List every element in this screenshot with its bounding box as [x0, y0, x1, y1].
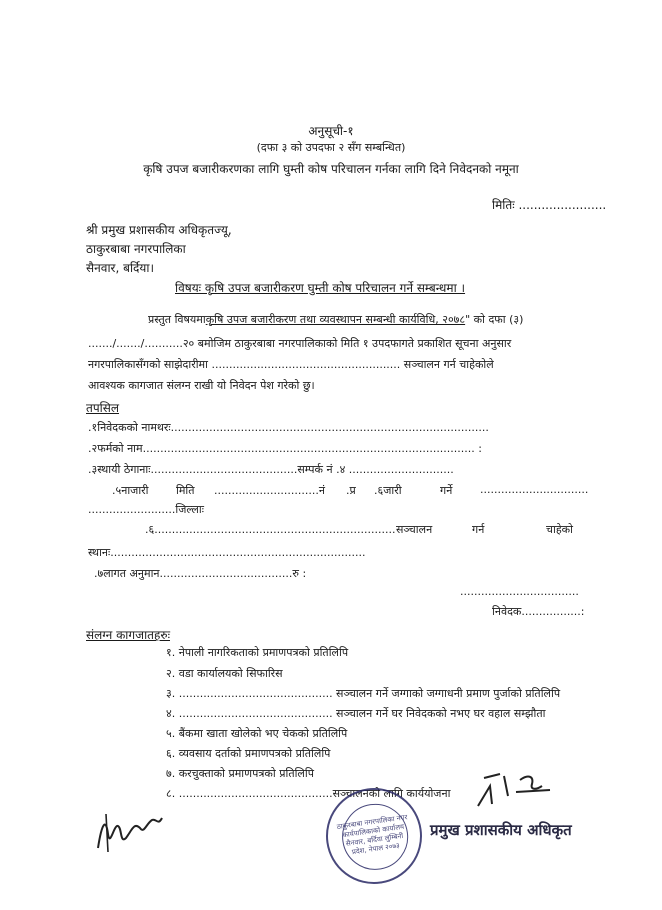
body-line-1-start: प्रस्तुत विषयमा: [148, 313, 206, 326]
applicant-label: निवेदक.................:: [492, 605, 585, 618]
addressee-line-3: सैनवार, बर्दिया।: [86, 261, 155, 275]
attachment-item: ६. व्यवसाय दर्ताको प्रमाणपत्रको प्रतिलिपि: [166, 747, 331, 760]
attachment-item: ७. करचुक्ताको प्रमाणपत्रको प्रतिलिपि: [166, 767, 314, 780]
details-row-issued: .६जारी: [374, 484, 402, 497]
schedule-label: अनुसूची-१: [308, 124, 354, 138]
body-line-4: आवश्यक कागजात संलग्न राखी यो निवेदन पेश गरेको छु।: [88, 379, 315, 392]
attachment-item: २. वडा कार्यालयको सिफारिस: [166, 667, 283, 680]
body-line-1-end: " को दफा (३): [465, 313, 524, 326]
details-row-address: .३स्थायी ठेगानाः..........................................सम्पर्क नं .४ ..............................: [88, 463, 454, 476]
details-row-citizenship-label: .५नाजारी: [112, 484, 149, 497]
details-row-issuer-blank: ...............................: [480, 483, 589, 496]
details-row-operation-blank: .६.....................................................................: [145, 523, 396, 536]
attachment-item: ३. ............................................ सञ्चालन गर्ने जग्गाको जग्गाधनी प्रमाण पुर्जाको प्रतिलिपि: [166, 687, 561, 700]
addressee-line-1: श्री प्रमुख प्रशासकीय अधिकृतज्यू,: [86, 223, 232, 237]
body-line-3: नगरपालिकासँगको साझेदारीमा ...................................................... सञ्चालन गर्न चाहेकोले: [88, 358, 494, 371]
details-row-citizenship-date: मिति: [176, 484, 195, 497]
attachment-item: ५. बैंकमा खाता खोलेको भए चेकको प्रतिलिपि: [166, 727, 348, 740]
document-title: कृषि उपज बजारीकरणका लागि घुम्ती कोष परिचालन गर्नका लागि दिने निवेदनको नमूना: [143, 162, 519, 176]
attachment-item: १. नेपाली नागरिकताको प्रमाणपत्रको प्रतिलिपि: [166, 646, 349, 659]
details-row-operation-word-2: गर्न: [472, 523, 485, 536]
schedule-reference: (दफा ३ को उपदफा २ सँग सम्बन्धित): [256, 141, 406, 154]
addressee-line-2: ठाकुरबाबा नगरपालिका: [86, 242, 186, 256]
details-row-district: .........................जिल्लाः: [88, 503, 204, 516]
attachment-item: ८. ............................................सञ्चालनको लागि कार्ययोजना: [166, 787, 451, 800]
details-row-applicant-name: .१निवेदकको नामथरः...........................................................................................: [88, 421, 489, 434]
applicant-signature-line: ..................................: [460, 585, 579, 598]
left-handwritten-signature: [92, 804, 172, 860]
details-row-cost-estimate: .७लागत अनुमान......................................रु :: [94, 567, 307, 580]
attachment-item: ४. ............................................ सञ्चालन गर्ने घर निवेदकको नभए घर वहाल सम्झौता: [166, 707, 546, 720]
details-row-issuer: गर्ने: [440, 484, 453, 497]
officer-handwritten-signature: [470, 766, 558, 814]
details-row-operation-word-3: चाहेको: [546, 523, 573, 536]
details-heading: तपसिल: [86, 401, 120, 415]
details-row-location: स्थानः.........................................................................: [88, 546, 366, 559]
attachments-heading: संलग्न कागजातहरुः: [86, 628, 170, 642]
details-row-citizenship-number: ..............................नं: [214, 484, 326, 497]
details-row-pra: .प्र: [346, 484, 356, 497]
details-row-firm-name: .२फर्मको नाम............................................................................................... :: [88, 442, 482, 455]
body-line-1: [148, 312, 523, 327]
subject-line: विषयः कृषि उपज बजारीकरण घुम्ती कोष परिचालन गर्ने सम्बन्धमा ।: [175, 281, 466, 295]
procedure-name: कृषि उपज बजारीकरण तथा व्यवस्थापन सम्बन्धी कार्यविधि, २०७८: [205, 313, 466, 326]
body-line-2: ......./......./...........२० बमोजिम ठाकुरबाबा नगरपालिकाको मिति १ उपदफागते प्रकाशित सूचना अनुसार: [88, 337, 512, 350]
officer-title-stamp: प्रमुख प्रशासकीय अधिकृत: [430, 821, 572, 839]
date-field: मितिः .......................: [492, 198, 607, 212]
details-row-operation-word-1: सञ्चालन: [396, 523, 433, 536]
stamp-text: ठाकुरबाबा नगरपालिका नगर कार्यपालिकाको कार्यालय सैनवार, बर्दिया लुम्बिनी प्रदेश, नेपाल २०७३: [336, 813, 408, 857]
